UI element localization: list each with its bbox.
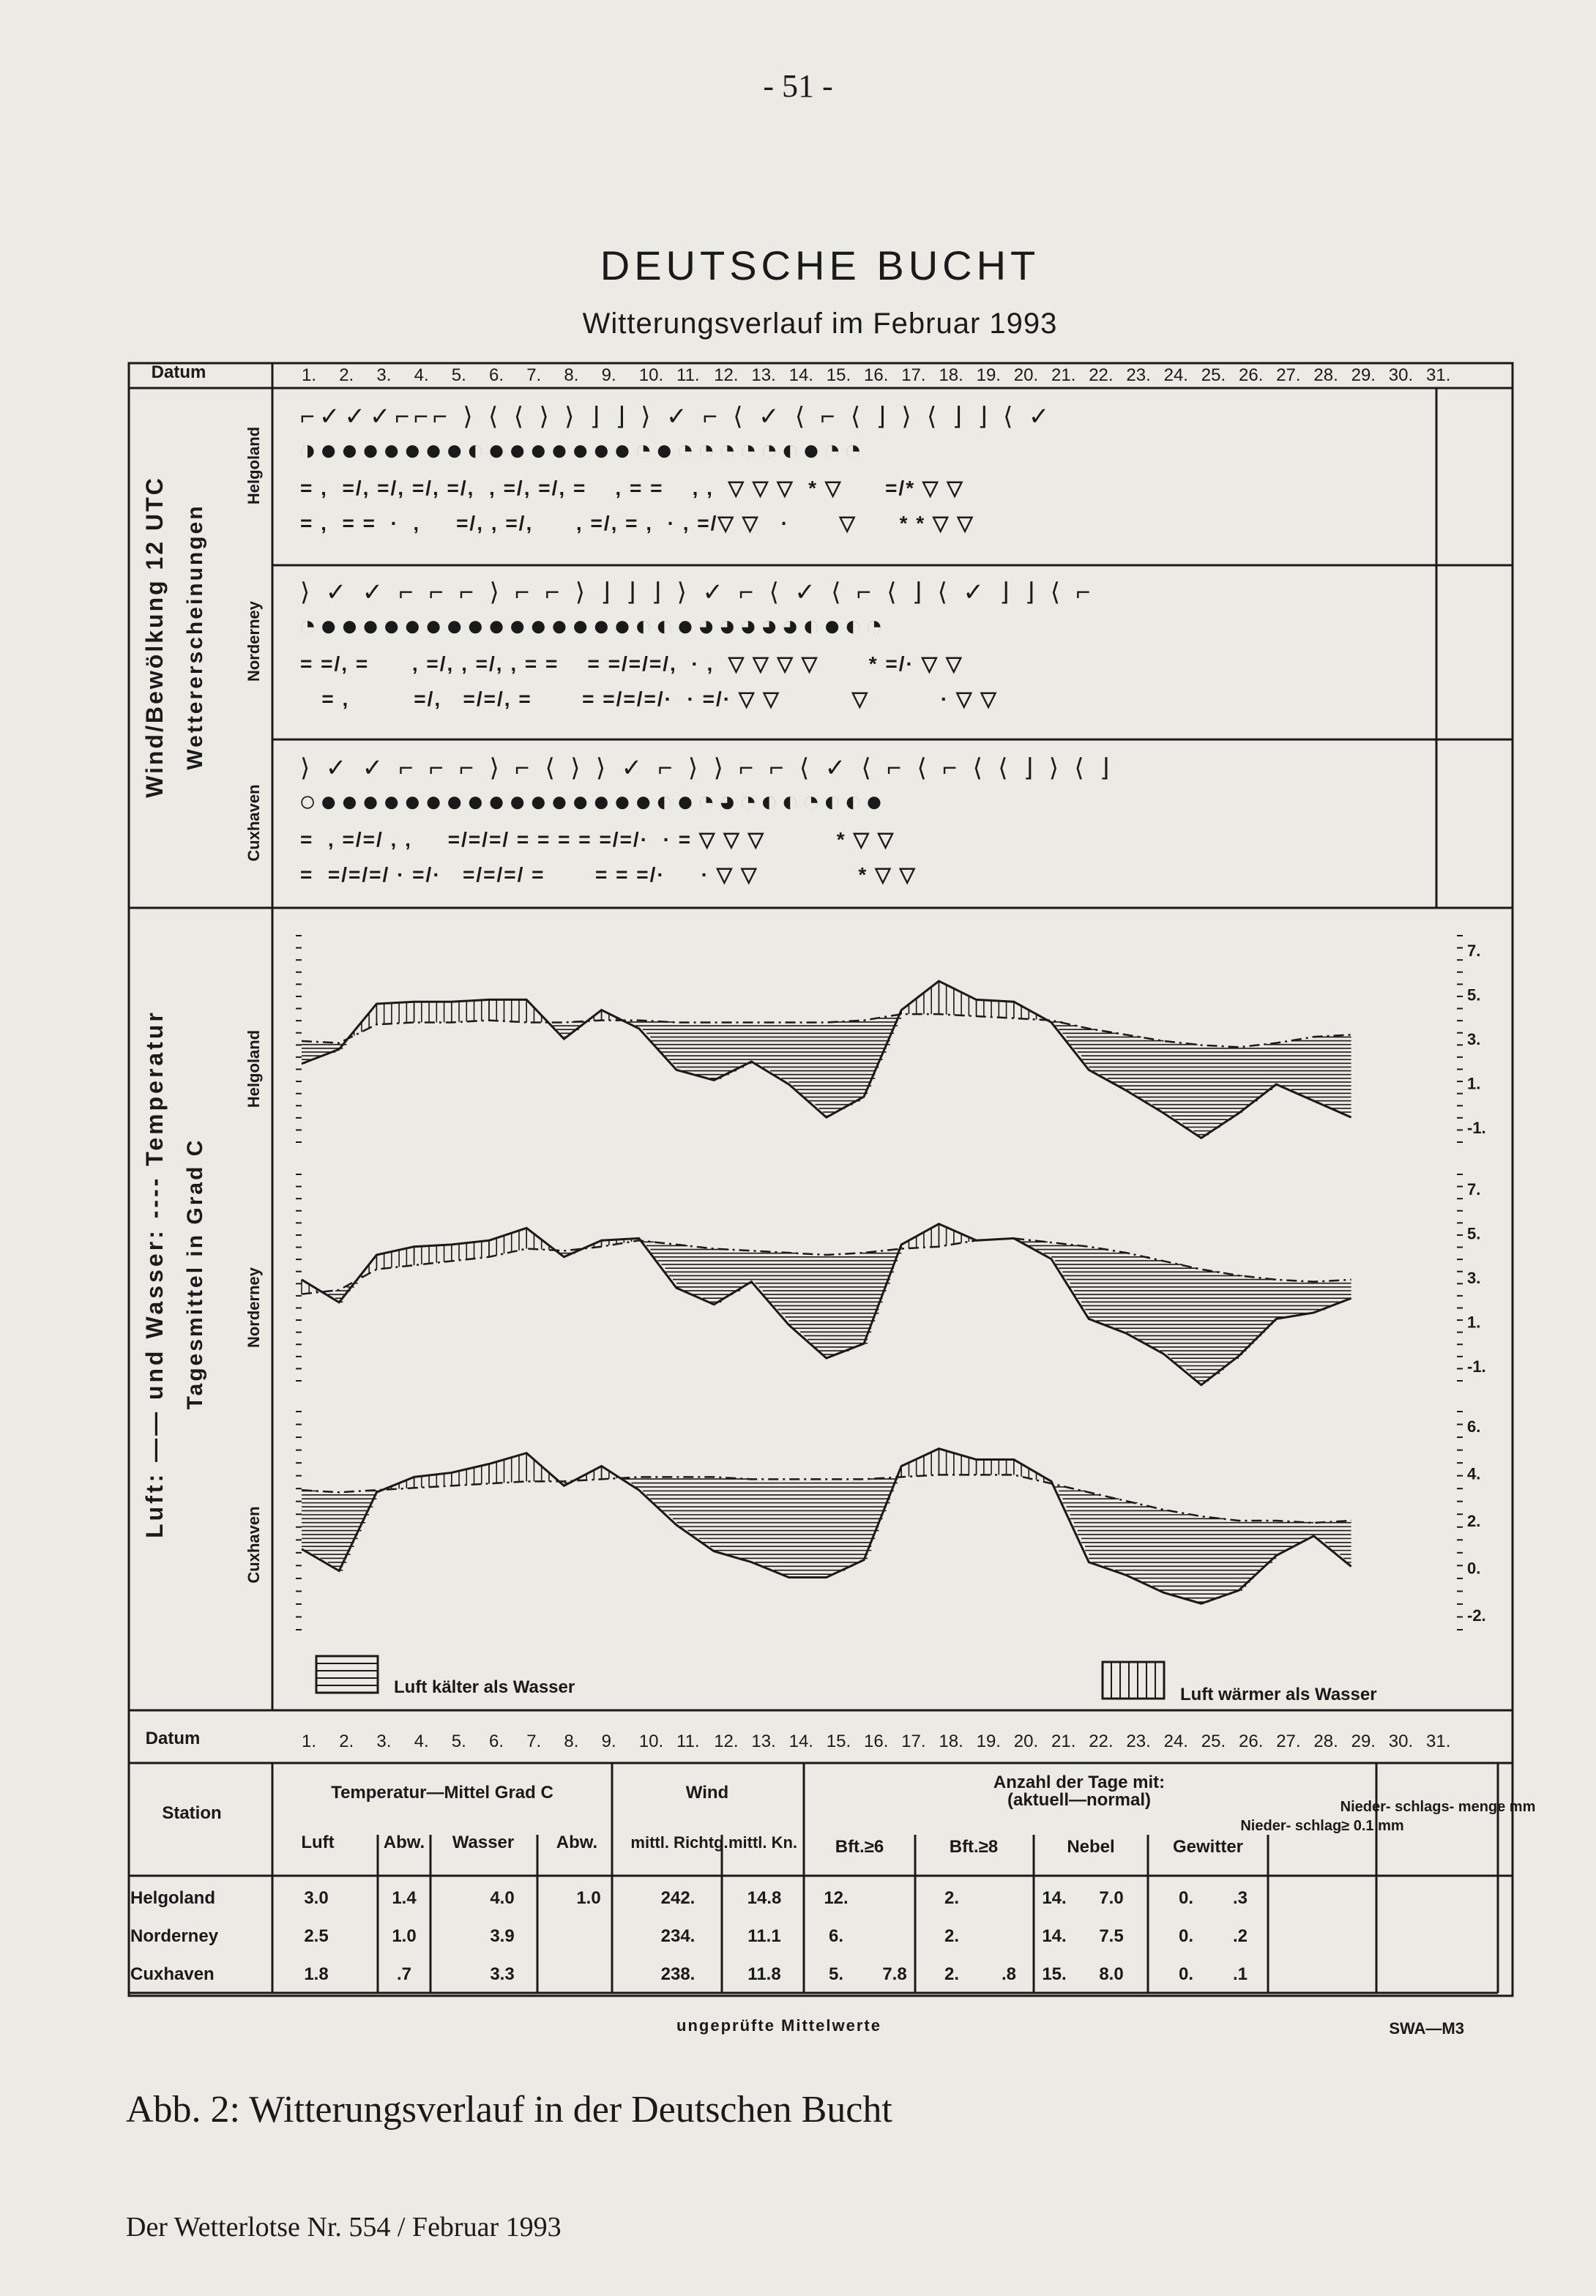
table-cell-nebel-normal: 7.0: [1099, 1888, 1124, 1908]
table-cell-station: Cuxhaven: [130, 1964, 215, 1984]
weather-symbol-row: = , =/=/ , , =/=/=/ = = = = =/=/· · = ▽ ▽ ▽ * ▽ ▽: [300, 828, 895, 851]
day-tick-top: 19.: [976, 365, 1001, 385]
day-tick-bottom: 21.: [1051, 1732, 1076, 1751]
day-tick-top: 16.: [864, 365, 889, 385]
table-code: SWA—M3: [1389, 2019, 1464, 2038]
table-rows: [130, 1888, 1248, 1984]
y-tick-label: 7.: [1467, 942, 1481, 960]
figure-frame: [129, 363, 1513, 1996]
table-cell-wasser: 3.9: [490, 1926, 515, 1946]
station-label-symbols: Norderney: [245, 600, 263, 682]
cloud-cover-row: ○●●●●●●●●●●●●●●●●◐●◔◕◔◐◐◔◐◐●: [299, 786, 887, 818]
day-tick-top: 6.: [489, 365, 504, 385]
weather-symbol-row: = , =/, =/, =/, =/, , =/, =/, = , = = , , ▽ ▽ ▽ * ▽ =/* ▽ ▽: [300, 477, 964, 499]
col-luft: Luft: [301, 1833, 335, 1852]
col-kn: mittl. Kn.: [728, 1833, 798, 1852]
day-tick-top: 27.: [1276, 365, 1301, 385]
day-tick-bottom: 18.: [939, 1732, 963, 1751]
day-tick-top: 31.: [1426, 365, 1451, 385]
col-nebel: Nebel: [1067, 1837, 1115, 1857]
weather-symbol-row: = , = = · , =/, , =/, , =/, = , · , =/▽ ▽ · ▽ * * ▽ ▽: [300, 512, 974, 534]
day-tick-top: 8.: [564, 365, 579, 385]
day-tick-top: 13.: [751, 365, 776, 385]
chart-panel-cuxhaven: [296, 1412, 1486, 1630]
table-cell-bft8: 2.: [944, 1926, 960, 1946]
table-cell-station: Helgoland: [130, 1888, 216, 1908]
y-tick-label: -1.: [1467, 1357, 1486, 1376]
station-label-chart: Helgoland: [245, 1029, 263, 1108]
day-tick-bottom: 20.: [1013, 1732, 1039, 1751]
day-tick-top: 28.: [1313, 365, 1338, 385]
table-cell-bft8: 2.: [944, 1964, 960, 1984]
day-tick-bottom: 1.: [302, 1732, 317, 1751]
day-tick-top: 11.: [676, 365, 700, 385]
wind-symbol-row: ⟩ ✓ ✓ ⌐ ⌐ ⌐ ⟩ ⌐ ⌐ ⟩ ⌋ ⌋ ⌋ ⟩ ✓ ⌐ ⟨ ✓ ⟨ ⌐ ⟨ ⌋ ⟨ ✓ ⌋ ⌋ ⟨ ⌐: [300, 578, 1095, 606]
day-tick-top: 15.: [826, 365, 851, 385]
station-label-symbols: Helgoland: [245, 426, 263, 505]
wind-symbol-row: ⟩ ✓ ✓ ⌐ ⌐ ⌐ ⟩ ⌐ ⟨ ⟩ ⟩ ✓ ⌐ ⟩ ⟩ ⌐ ⌐ ⟨ ✓ ⟨ ⌐ ⟨ ⌐ ⟨ ⟨ ⌋ ⟩ ⟨ ⌋: [300, 754, 1114, 782]
y-tick-label: 1.: [1467, 1074, 1481, 1093]
table-cell-bft8: 2.: [944, 1888, 960, 1908]
days-axis-bottom: [302, 1732, 1450, 1751]
day-tick-top: 4.: [414, 365, 429, 385]
day-tick-bottom: 16.: [864, 1732, 889, 1751]
day-tick-top: 9.: [601, 365, 616, 385]
day-tick-bottom: 8.: [564, 1732, 579, 1751]
station-label-chart: Cuxhaven: [245, 1506, 263, 1584]
y-tick-label: 5.: [1467, 985, 1481, 1004]
table-cell-richtg: 238.: [660, 1964, 696, 1984]
y-tick-label: 6.: [1467, 1417, 1481, 1436]
table-cell-luft: 3.0: [304, 1888, 329, 1908]
page-footer: Der Wetterlotse Nr. 554 / Februar 1993: [126, 2212, 562, 2243]
table-cell-kn: 11.8: [747, 1964, 781, 1984]
day-tick-bottom: 17.: [901, 1732, 926, 1751]
page-number: - 51 -: [763, 68, 833, 104]
y-tick-label: 7.: [1467, 1180, 1481, 1199]
y-tick-label: 3.: [1467, 1269, 1481, 1287]
y-tick-label: 0.: [1467, 1559, 1481, 1578]
day-tick-bottom: 3.: [376, 1732, 392, 1751]
datum-label-bottom: Datum: [145, 1729, 201, 1748]
day-tick-bottom: 30.: [1388, 1732, 1414, 1751]
col-bft6: Bft.≥6: [835, 1837, 884, 1857]
day-tick-bottom: 9.: [601, 1732, 616, 1751]
wind-symbol-row: ⌐✓✓✓⌐⌐⌐ ⟩ ⟨ ⟨ ⟩ ⟩ ⌋ ⌋ ⟩ ✓ ⌐ ⟨ ✓ ⟨ ⌐ ⟨ ⌋ ⟩ ⟨ ⌋ ⌋ ⟨ ✓: [300, 403, 1054, 430]
day-tick-top: 18.: [939, 365, 963, 385]
table-cell-abw1: 1.4: [392, 1888, 417, 1908]
table-cell-nebel-normal: 7.5: [1099, 1926, 1124, 1946]
table-cell-gewitter-normal: .3: [1232, 1888, 1248, 1908]
table-cell-gewitter-normal: .1: [1232, 1964, 1248, 1984]
day-tick-top: 5.: [451, 365, 466, 385]
day-tick-bottom: 31.: [1426, 1732, 1451, 1751]
day-tick-bottom: 2.: [339, 1732, 354, 1751]
table-cell-abw1: .7: [396, 1964, 412, 1984]
chart-title: DEUTSCHE BUCHT: [600, 242, 1040, 288]
day-tick-bottom: 22.: [1089, 1732, 1114, 1751]
table-cell-gewitter: 0.: [1178, 1964, 1194, 1984]
table-cell-luft: 2.5: [304, 1926, 329, 1946]
day-tick-bottom: 15.: [826, 1732, 851, 1751]
table-cell-bft6: 6.: [828, 1926, 844, 1946]
day-tick-bottom: 26.: [1239, 1732, 1264, 1751]
table-cell-gewitter-normal: .2: [1232, 1926, 1248, 1946]
table-cell-wasser: 4.0: [490, 1888, 515, 1908]
table-cell-bft8-normal: .8: [1001, 1964, 1017, 1984]
y-tick-label: -1.: [1467, 1119, 1486, 1137]
legend-cold: [316, 1656, 575, 1697]
day-tick-top: 23.: [1126, 365, 1151, 385]
day-tick-bottom: 19.: [976, 1732, 1001, 1751]
table-cell-nebel-normal: 8.0: [1099, 1964, 1124, 1984]
day-tick-top: 7.: [526, 365, 542, 385]
wind-section-label: Wind/Bewölkung 12 UTC: [141, 476, 168, 798]
cloud-cover-row: ◑●●●●●●●◐●●●●●●●◔●◔◔◔◔◔◐●◔◔: [299, 434, 865, 466]
day-tick-top: 2.: [339, 365, 354, 385]
temp-section-label: Luft: —— und Wasser: ---- Temperatur: [141, 1010, 168, 1538]
day-tick-top: 26.: [1239, 365, 1264, 385]
table-cell-station: Norderney: [130, 1926, 219, 1946]
y-tick-label: 4.: [1467, 1464, 1481, 1483]
day-tick-top: 3.: [376, 365, 392, 385]
legend-cold-swatch: [316, 1656, 378, 1693]
chart-panel-helgoland: [296, 936, 1486, 1142]
day-tick-bottom: 24.: [1163, 1732, 1188, 1751]
station-label-symbols: Cuxhaven: [245, 784, 263, 862]
day-tick-top: 10.: [638, 365, 664, 385]
day-tick-bottom: 10.: [638, 1732, 664, 1751]
col-menge: Nieder- schlags- menge mm: [1340, 1799, 1536, 1815]
legend-cold-label: Luft kälter als Wasser: [394, 1677, 575, 1697]
table-cell-richtg: 242.: [660, 1888, 696, 1908]
table-count-sub: (aktuell—normal): [1007, 1790, 1152, 1810]
day-tick-top: 25.: [1201, 365, 1226, 385]
table-station-header: Station: [162, 1803, 222, 1823]
weather-symbol-row: = , =/, =/=/, = = =/=/=/· · =/· ▽ ▽ ▽ · ▽ ▽: [300, 687, 998, 710]
day-tick-top: 1.: [302, 365, 317, 385]
days-axis-top: [302, 365, 1450, 385]
table-cell-richtg: 234.: [660, 1926, 696, 1946]
weather-section-label: Wettererscheinungen: [183, 504, 207, 770]
datum-label-top: Datum: [151, 362, 206, 382]
day-tick-bottom: 13.: [751, 1732, 776, 1751]
day-tick-bottom: 5.: [451, 1732, 466, 1751]
weather-symbol-row: = =/, = , =/, , =/, , = = = =/=/=/, · , ▽ ▽ ▽ ▽ * =/· ▽ ▽: [300, 652, 963, 675]
table-cell-nebel: 15.: [1042, 1964, 1067, 1984]
table-cell-bft6: 12.: [824, 1888, 849, 1908]
y-tick-label: -2.: [1467, 1606, 1486, 1625]
day-tick-bottom: 6.: [489, 1732, 504, 1751]
table-cell-nebel: 14.: [1042, 1926, 1067, 1946]
weather-symbol-row: = =/=/=/ · =/· =/=/=/ = = = =/· · ▽ ▽ * ▽ ▽: [300, 863, 917, 886]
y-tick-label: 2.: [1467, 1512, 1481, 1530]
table-cell-kn: 11.1: [747, 1926, 781, 1946]
day-tick-bottom: 7.: [526, 1732, 542, 1751]
day-tick-top: 29.: [1351, 365, 1376, 385]
day-tick-bottom: 27.: [1276, 1732, 1301, 1751]
day-tick-top: 21.: [1051, 365, 1076, 385]
col-richtg: mittl. Richtg.: [630, 1833, 728, 1852]
col-abw1: Abw.: [383, 1833, 425, 1852]
col-abw2: Abw.: [556, 1833, 598, 1852]
table-temp-group: Temperatur—Mittel Grad C: [331, 1783, 553, 1803]
col-nieder: Nieder- schlag≥ 0.1 mm: [1240, 1818, 1404, 1834]
table-cell-abw2: 1.0: [576, 1888, 601, 1908]
table-cell-bft6-normal: 7.8: [882, 1964, 907, 1984]
day-tick-top: 20.: [1013, 365, 1039, 385]
day-tick-bottom: 11.: [676, 1732, 700, 1751]
symbol-rows: [299, 403, 1114, 886]
chart-panel-norderney: [296, 1174, 1486, 1385]
y-tick-label: 5.: [1467, 1224, 1481, 1243]
y-tick-label: 1.: [1467, 1313, 1481, 1332]
temp-section-sub: Tagesmittel in Grad C: [183, 1138, 207, 1410]
day-tick-top: 22.: [1089, 365, 1114, 385]
station-label-chart: Norderney: [245, 1267, 263, 1349]
table-cell-wasser: 3.3: [490, 1964, 515, 1984]
col-wasser: Wasser: [452, 1833, 515, 1852]
day-tick-bottom: 23.: [1126, 1732, 1151, 1751]
day-tick-top: 24.: [1163, 365, 1188, 385]
table-wind-group: Wind: [685, 1783, 729, 1803]
day-tick-bottom: 12.: [714, 1732, 739, 1751]
col-gewitter: Gewitter: [1172, 1837, 1244, 1857]
day-tick-bottom: 28.: [1313, 1732, 1338, 1751]
temperature-charts: [296, 936, 1486, 1630]
table-count-group: Anzahl der Tage mit:: [993, 1773, 1166, 1792]
table-cell-gewitter: 0.: [1178, 1926, 1194, 1946]
day-tick-top: 12.: [714, 365, 739, 385]
day-tick-top: 30.: [1388, 365, 1414, 385]
day-tick-bottom: 4.: [414, 1732, 429, 1751]
day-tick-bottom: 14.: [788, 1732, 813, 1751]
cloud-cover-row: ◔●●●●●●●●●●●●●●●◐◐●◕◕◕◕◕◐●◐◔: [299, 610, 887, 642]
day-tick-bottom: 25.: [1201, 1732, 1226, 1751]
legend-warm-label: Luft wärmer als Wasser: [1180, 1685, 1377, 1704]
day-tick-top: 14.: [788, 365, 813, 385]
table-cell-kn: 14.8: [747, 1888, 782, 1908]
table-cell-luft: 1.8: [304, 1964, 329, 1984]
table-cell-nebel: 14.: [1042, 1888, 1067, 1908]
table-cell-gewitter: 0.: [1178, 1888, 1194, 1908]
station-labels: [245, 427, 263, 1584]
col-bft8: Bft.≥8: [949, 1837, 999, 1857]
table-cell-abw1: 1.0: [392, 1926, 417, 1946]
table-footnote: ungeprüfte Mittelwerte: [676, 2016, 881, 2035]
table-cell-bft6: 5.: [828, 1964, 844, 1984]
day-tick-bottom: 29.: [1351, 1732, 1376, 1751]
y-tick-label: 3.: [1467, 1030, 1481, 1048]
legend-warm: [1103, 1662, 1377, 1704]
chart-subtitle: Witterungsverlauf im Februar 1993: [582, 308, 1058, 340]
day-tick-top: 17.: [901, 365, 926, 385]
figure-caption: Abb. 2: Witterungsverlauf in der Deutschen Bucht: [126, 2089, 892, 2131]
